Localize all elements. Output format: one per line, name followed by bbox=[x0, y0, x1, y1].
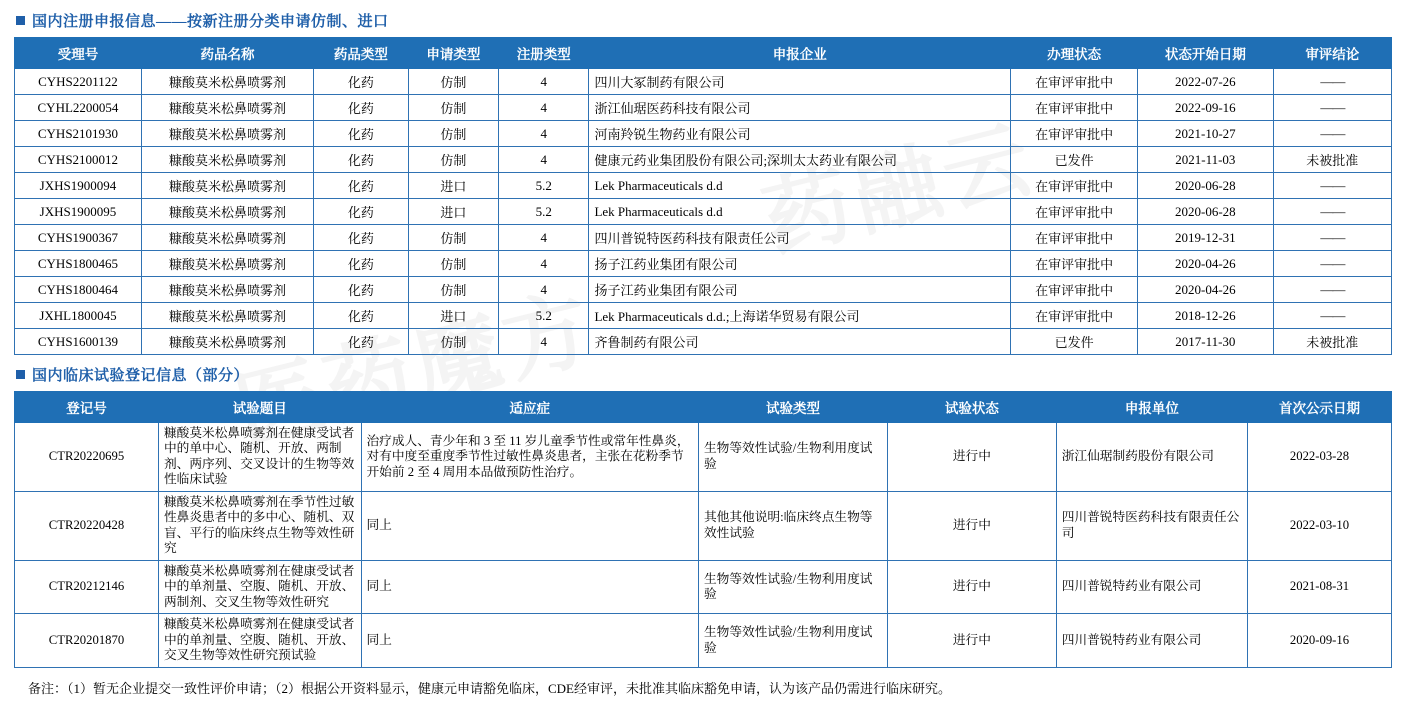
cell-trial-title: 糠酸莫米松鼻喷雾剂在季节性过敏性鼻炎患者中的多中心、随机、双盲、平行的临床终点生物等效性研究 bbox=[159, 491, 362, 560]
table-row bbox=[15, 251, 1392, 277]
cell-conclusion: —— bbox=[1273, 95, 1391, 121]
cell-registration-type: 5.2 bbox=[499, 199, 589, 225]
col-header-application-type: 申请类型 bbox=[408, 38, 498, 69]
cell-sponsor: 浙江仙琚制药股份有限公司 bbox=[1056, 423, 1247, 492]
cell-status: 在审评审批中 bbox=[1011, 225, 1138, 251]
cell-trial-title: 糠酸莫米松鼻喷雾剂在健康受试者中的单中心、随机、开放、两制剂、两序列、交叉设计的生物等效性临床试验 bbox=[159, 423, 362, 492]
square-bullet-icon bbox=[16, 370, 25, 379]
table-row bbox=[15, 614, 1392, 667]
cell-conclusion: —— bbox=[1273, 121, 1391, 147]
col-header-first-publish-date: 首次公示日期 bbox=[1248, 392, 1392, 423]
cell-drug-type: 化药 bbox=[314, 251, 409, 277]
cell-trial-status: 进行中 bbox=[888, 491, 1057, 560]
col-header-status: 办理状态 bbox=[1011, 38, 1138, 69]
cell-application-type: 仿制 bbox=[408, 147, 498, 173]
cell-status: 在审评审批中 bbox=[1011, 251, 1138, 277]
cell-drug-name: 糠酸莫米松鼻喷雾剂 bbox=[141, 329, 313, 355]
table-row bbox=[15, 199, 1392, 225]
cell-registration-type: 4 bbox=[499, 69, 589, 95]
cell-applicant: Lek Pharmaceuticals d.d.;上海诺华贸易有限公司 bbox=[589, 303, 1011, 329]
section-1-title-text: 国内注册申报信息——按新注册分类申请仿制、进口 bbox=[32, 14, 389, 30]
cell-drug-type: 化药 bbox=[314, 199, 409, 225]
cell-trial-type: 其他其他说明:临床终点生物等效性试验 bbox=[699, 491, 888, 560]
cell-indication: 治疗成人、青少年和 3 至 11 岁儿童季节性或常年性鼻炎，对有中度至重度季节性过敏性鼻炎患者，主张在花粉季节开始前 2 至 4 周用本品做预防性治疗。 bbox=[361, 423, 699, 492]
cell-application-type: 进口 bbox=[408, 199, 498, 225]
cell-drug-name: 糠酸莫米松鼻喷雾剂 bbox=[141, 95, 313, 121]
col-header-drug-name: 药品名称 bbox=[141, 38, 313, 69]
col-header-status-date: 状态开始日期 bbox=[1138, 38, 1274, 69]
cell-application-type: 仿制 bbox=[408, 329, 498, 355]
cell-sponsor: 四川普锐特药业有限公司 bbox=[1056, 614, 1247, 667]
col-header-trial-title: 试验题目 bbox=[159, 392, 362, 423]
cell-applicant: 扬子江药业集团有限公司 bbox=[589, 251, 1011, 277]
cell-application-type: 仿制 bbox=[408, 121, 498, 147]
cell-conclusion: —— bbox=[1273, 303, 1391, 329]
cell-drug-type: 化药 bbox=[314, 147, 409, 173]
cell-applicant: 齐鲁制药有限公司 bbox=[589, 329, 1011, 355]
table-row bbox=[15, 147, 1392, 173]
col-header-applicant: 申报企业 bbox=[589, 38, 1011, 69]
cell-conclusion: 未被批准 bbox=[1273, 329, 1391, 355]
cell-drug-name: 糠酸莫米松鼻喷雾剂 bbox=[141, 277, 313, 303]
cell-acceptance-no: CYHS1600139 bbox=[15, 329, 142, 355]
cell-acceptance-no: JXHS1900095 bbox=[15, 199, 142, 225]
cell-trial-status: 进行中 bbox=[888, 560, 1057, 613]
cell-trial-type: 生物等效性试验/生物利用度试验 bbox=[699, 560, 888, 613]
cell-status-date: 2022-07-26 bbox=[1138, 69, 1274, 95]
col-header-trial-status: 试验状态 bbox=[888, 392, 1057, 423]
cell-drug-type: 化药 bbox=[314, 303, 409, 329]
cell-status-date: 2017-11-30 bbox=[1138, 329, 1274, 355]
cell-first-publish-date: 2020-09-16 bbox=[1248, 614, 1392, 667]
cell-sponsor: 四川普锐特医药科技有限责任公司 bbox=[1056, 491, 1247, 560]
cell-drug-name: 糠酸莫米松鼻喷雾剂 bbox=[141, 199, 313, 225]
cell-application-type: 进口 bbox=[408, 173, 498, 199]
cell-indication: 同上 bbox=[361, 560, 699, 613]
cell-applicant: 健康元药业集团股份有限公司;深圳太太药业有限公司 bbox=[589, 147, 1011, 173]
col-header-indication: 适应症 bbox=[361, 392, 699, 423]
cell-status: 在审评审批中 bbox=[1011, 121, 1138, 147]
cell-drug-type: 化药 bbox=[314, 173, 409, 199]
col-header-acceptance-no: 受理号 bbox=[15, 38, 142, 69]
cell-drug-name: 糠酸莫米松鼻喷雾剂 bbox=[141, 225, 313, 251]
col-header-trial-type: 试验类型 bbox=[699, 392, 888, 423]
cell-registration-type: 4 bbox=[499, 329, 589, 355]
cell-first-publish-date: 2021-08-31 bbox=[1248, 560, 1392, 613]
cell-indication: 同上 bbox=[361, 614, 699, 667]
cell-registration-type: 5.2 bbox=[499, 173, 589, 199]
cell-status-date: 2021-11-03 bbox=[1138, 147, 1274, 173]
table-row bbox=[15, 121, 1392, 147]
cell-status-date: 2021-10-27 bbox=[1138, 121, 1274, 147]
section-2-title-text: 国内临床试验登记信息（部分） bbox=[32, 368, 250, 384]
cell-status: 在审评审批中 bbox=[1011, 95, 1138, 121]
registration-table bbox=[14, 37, 1392, 355]
cell-application-type: 仿制 bbox=[408, 251, 498, 277]
table-row bbox=[15, 329, 1392, 355]
cell-drug-type: 化药 bbox=[314, 95, 409, 121]
cell-drug-type: 化药 bbox=[314, 277, 409, 303]
cell-application-type: 仿制 bbox=[408, 69, 498, 95]
cell-trial-type: 生物等效性试验/生物利用度试验 bbox=[699, 423, 888, 492]
cell-conclusion: —— bbox=[1273, 225, 1391, 251]
cell-acceptance-no: CYHS1800465 bbox=[15, 251, 142, 277]
cell-status-date: 2020-04-26 bbox=[1138, 277, 1274, 303]
cell-application-type: 进口 bbox=[408, 303, 498, 329]
cell-applicant: 四川普锐特医药科技有限责任公司 bbox=[589, 225, 1011, 251]
cell-status-date: 2018-12-26 bbox=[1138, 303, 1274, 329]
cell-applicant: 四川大冢制药有限公司 bbox=[589, 69, 1011, 95]
cell-trial-type: 生物等效性试验/生物利用度试验 bbox=[699, 614, 888, 667]
cell-registration-type: 5.2 bbox=[499, 303, 589, 329]
cell-drug-name: 糠酸莫米松鼻喷雾剂 bbox=[141, 69, 313, 95]
col-header-registration-no: 登记号 bbox=[15, 392, 159, 423]
cell-application-type: 仿制 bbox=[408, 225, 498, 251]
cell-drug-name: 糠酸莫米松鼻喷雾剂 bbox=[141, 173, 313, 199]
cell-indication: 同上 bbox=[361, 491, 699, 560]
col-header-drug-type: 药品类型 bbox=[314, 38, 409, 69]
square-bullet-icon bbox=[16, 16, 25, 25]
cell-registration-no: CTR20220428 bbox=[15, 491, 159, 560]
cell-registration-no: CTR20201870 bbox=[15, 614, 159, 667]
cell-applicant: Lek Pharmaceuticals d.d bbox=[589, 173, 1011, 199]
cell-applicant: 河南羚锐生物药业有限公司 bbox=[589, 121, 1011, 147]
cell-status: 已发件 bbox=[1011, 147, 1138, 173]
cell-conclusion: —— bbox=[1273, 199, 1391, 225]
cell-acceptance-no: CYHS2101930 bbox=[15, 121, 142, 147]
cell-status: 在审评审批中 bbox=[1011, 303, 1138, 329]
clinical-trial-table bbox=[14, 391, 1392, 668]
cell-registration-no: CTR20220695 bbox=[15, 423, 159, 492]
cell-conclusion: —— bbox=[1273, 173, 1391, 199]
cell-drug-type: 化药 bbox=[314, 329, 409, 355]
table-row bbox=[15, 173, 1392, 199]
table-row bbox=[15, 303, 1392, 329]
cell-acceptance-no: CYHS2100012 bbox=[15, 147, 142, 173]
cell-trial-title: 糠酸莫米松鼻喷雾剂在健康受试者中的单剂量、空腹、随机、开放、交叉生物等效性研究预试验 bbox=[159, 614, 362, 667]
cell-status: 已发件 bbox=[1011, 329, 1138, 355]
cell-drug-type: 化药 bbox=[314, 225, 409, 251]
cell-registration-no: CTR20212146 bbox=[15, 560, 159, 613]
cell-registration-type: 4 bbox=[499, 251, 589, 277]
cell-acceptance-no: CYHL2200054 bbox=[15, 95, 142, 121]
cell-drug-type: 化药 bbox=[314, 121, 409, 147]
cell-registration-type: 4 bbox=[499, 147, 589, 173]
cell-conclusion: 未被批准 bbox=[1273, 147, 1391, 173]
table-row bbox=[15, 225, 1392, 251]
cell-trial-status: 进行中 bbox=[888, 614, 1057, 667]
section-1-title bbox=[16, 10, 1392, 31]
cell-acceptance-no: JXHL1800045 bbox=[15, 303, 142, 329]
table-header-row bbox=[15, 392, 1392, 423]
cell-registration-type: 4 bbox=[499, 121, 589, 147]
cell-status: 在审评审批中 bbox=[1011, 199, 1138, 225]
cell-trial-title: 糠酸莫米松鼻喷雾剂在健康受试者中的单剂量、空腹、随机、开放、两制剂、交叉生物等效性研究 bbox=[159, 560, 362, 613]
cell-applicant: 扬子江药业集团有限公司 bbox=[589, 277, 1011, 303]
footnote: 备注：（1）暂无企业提交一致性评价申请；（2）根据公开资料显示，健康元申请豁免临床，CDE经审评，未批准其临床豁免申请，认为该产品仍需进行临床研究。 bbox=[28, 680, 952, 696]
cell-registration-type: 4 bbox=[499, 225, 589, 251]
cell-acceptance-no: CYHS1800464 bbox=[15, 277, 142, 303]
col-header-sponsor: 申报单位 bbox=[1056, 392, 1247, 423]
cell-applicant: 浙江仙琚医药科技有限公司 bbox=[589, 95, 1011, 121]
cell-conclusion: —— bbox=[1273, 277, 1391, 303]
col-header-registration-type: 注册类型 bbox=[499, 38, 589, 69]
table-row bbox=[15, 69, 1392, 95]
cell-conclusion: —— bbox=[1273, 69, 1391, 95]
table-row bbox=[15, 95, 1392, 121]
cell-status-date: 2020-04-26 bbox=[1138, 251, 1274, 277]
cell-applicant: Lek Pharmaceuticals d.d bbox=[589, 199, 1011, 225]
cell-registration-type: 4 bbox=[499, 277, 589, 303]
cell-registration-type: 4 bbox=[499, 95, 589, 121]
cell-first-publish-date: 2022-03-10 bbox=[1248, 491, 1392, 560]
cell-first-publish-date: 2022-03-28 bbox=[1248, 423, 1392, 492]
cell-drug-name: 糠酸莫米松鼻喷雾剂 bbox=[141, 147, 313, 173]
cell-status-date: 2020-06-28 bbox=[1138, 173, 1274, 199]
cell-acceptance-no: CYHS1900367 bbox=[15, 225, 142, 251]
cell-status: 在审评审批中 bbox=[1011, 173, 1138, 199]
table-row bbox=[15, 560, 1392, 613]
cell-acceptance-no: CYHS2201122 bbox=[15, 69, 142, 95]
cell-application-type: 仿制 bbox=[408, 95, 498, 121]
col-header-conclusion: 审评结论 bbox=[1273, 38, 1391, 69]
table-header-row bbox=[15, 38, 1392, 69]
cell-drug-name: 糠酸莫米松鼻喷雾剂 bbox=[141, 303, 313, 329]
cell-drug-name: 糠酸莫米松鼻喷雾剂 bbox=[141, 121, 313, 147]
cell-sponsor: 四川普锐特药业有限公司 bbox=[1056, 560, 1247, 613]
cell-status-date: 2019-12-31 bbox=[1138, 225, 1274, 251]
cell-status: 在审评审批中 bbox=[1011, 69, 1138, 95]
cell-status: 在审评审批中 bbox=[1011, 277, 1138, 303]
cell-drug-name: 糠酸莫米松鼻喷雾剂 bbox=[141, 251, 313, 277]
table-row bbox=[15, 491, 1392, 560]
table-row bbox=[15, 423, 1392, 492]
section-2-title bbox=[16, 364, 1392, 385]
cell-application-type: 仿制 bbox=[408, 277, 498, 303]
cell-trial-status: 进行中 bbox=[888, 423, 1057, 492]
cell-conclusion: —— bbox=[1273, 251, 1391, 277]
cell-status-date: 2020-06-28 bbox=[1138, 199, 1274, 225]
table-row bbox=[15, 277, 1392, 303]
cell-acceptance-no: JXHS1900094 bbox=[15, 173, 142, 199]
cell-drug-type: 化药 bbox=[314, 69, 409, 95]
cell-status-date: 2022-09-16 bbox=[1138, 95, 1274, 121]
